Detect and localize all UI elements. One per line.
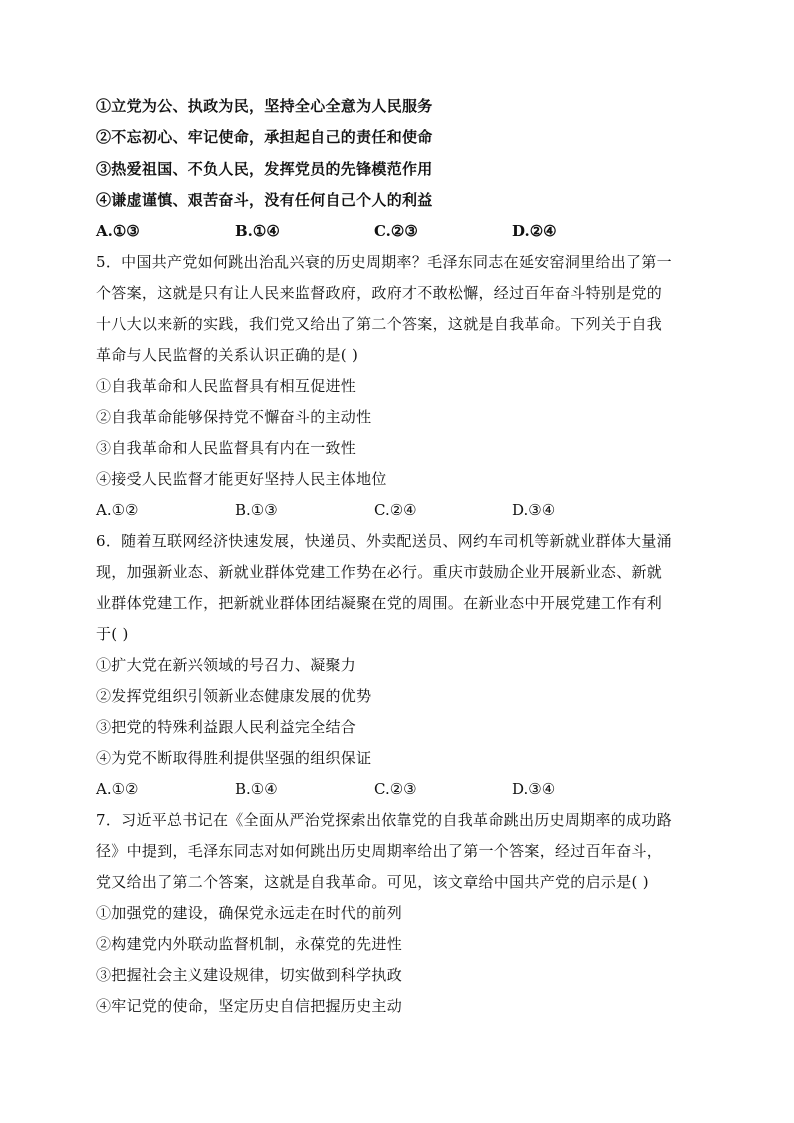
q7-item-2: ②构建党内外联动监督机制，永葆党的先进性: [96, 935, 403, 953]
q5-item-1: ①自我革命和人民监督具有相互促进性: [96, 377, 357, 395]
q6-stem-line-1: 6．随着互联网经济快速发展，快递员、外卖配送员、网约车司机等新就业群体大量涌: [96, 532, 672, 550]
q5-stem-line-4: 革命与人民监督的关系认识正确的是( ): [96, 346, 359, 364]
q7-item-4: ④牢记党的使命，坚定历史自信把握历史主动: [96, 997, 403, 1015]
q4-options: [96, 221, 696, 241]
q4-option-c: C.②③: [374, 222, 418, 240]
q6-stem-line-2: 现，加强新业态、新就业群体党建工作势在必行。重庆市鼓励企业开展新业态、新就: [96, 563, 663, 581]
q5-stem-line-3: 十八大以来新的实践，我们党又给出了第二个答案，这就是自我革命。下列关于自我: [96, 315, 663, 333]
q7-item-1: ①加强党的建设，确保党永远走在时代的前列: [96, 904, 403, 922]
q7-stem-line-1: 7．习近平总书记在《全面从严治党探索出依靠党的自我革命跳出历史周期率的成功路: [96, 811, 672, 829]
q6-item-4: ④为党不断取得胜利提供坚强的组织保证: [96, 749, 372, 767]
q5-option-b: B.①③: [235, 501, 278, 519]
q4-item-1: ①立党为公、执政为民，坚持全心全意为人民服务: [96, 97, 433, 115]
q5-option-c: C.②④: [374, 501, 417, 519]
q6-item-1: ①扩大党在新兴领域的号召力、凝聚力: [96, 656, 357, 674]
q4-option-d: D.②④: [512, 222, 557, 240]
q4-item-3: ③热爱祖国、不负人民，发挥党员的先锋模范作用: [96, 160, 433, 178]
q6-stem-line-3: 业群体党建工作，把新就业群体团结凝聚在党的周围。在新业态中开展党建工作有利: [96, 594, 663, 612]
q7-item-3: ③把握社会主义建设规律，切实做到科学执政: [96, 966, 403, 984]
q7-stem-line-3: 党又给出了第二个答案，这就是自我革命。可见，该文章给中国共产党的启示是( ): [96, 873, 649, 891]
q4-option-b: B.①④: [235, 222, 280, 240]
q4-item-2: ②不忘初心、牢记使命，承担起自己的责任和使命: [96, 128, 433, 146]
q5-option-a: A.①②: [96, 501, 139, 519]
q6-item-2: ②发挥党组织引领新业态健康发展的优势: [96, 687, 372, 705]
q5-option-d: D.③④: [512, 501, 556, 519]
q6-option-c: C.②③: [374, 780, 417, 798]
q6-item-3: ③把党的特殊利益跟人民利益完全结合: [96, 718, 357, 736]
q5-item-2: ②自我革命能够保持党不懈奋斗的主动性: [96, 408, 372, 426]
q5-item-3: ③自我革命和人民监督具有内在一致性: [96, 439, 357, 457]
q4-option-a: A.①③: [96, 222, 140, 240]
q6-option-a: A.①②: [96, 780, 139, 798]
q6-options: [96, 779, 696, 799]
q5-options: [96, 500, 696, 520]
q6-option-d: D.③④: [512, 780, 556, 798]
q5-stem-line-2: 个答案，这就是只有让人民来监督政府，政府才不敢松懈，经过百年奋斗特别是党的: [96, 284, 663, 302]
q6-option-b: B.①④: [235, 780, 278, 798]
q5-item-4: ④接受人民监督才能更好坚持人民主体地位: [96, 470, 387, 488]
q6-stem-line-4: 于( ): [96, 625, 129, 643]
q7-stem-line-2: 径》中提到，毛泽东同志对如何跳出历史周期率给出了第一个答案，经过百年奋斗，: [96, 842, 663, 860]
q5-stem-line-1: 5．中国共产党如何跳出治乱兴衰的历史周期率？毛泽东同志在延安窑洞里给出了第一: [96, 253, 672, 271]
q4-item-4: ④谦虚谨慎、艰苦奋斗，没有任何自己个人的利益: [96, 191, 433, 209]
